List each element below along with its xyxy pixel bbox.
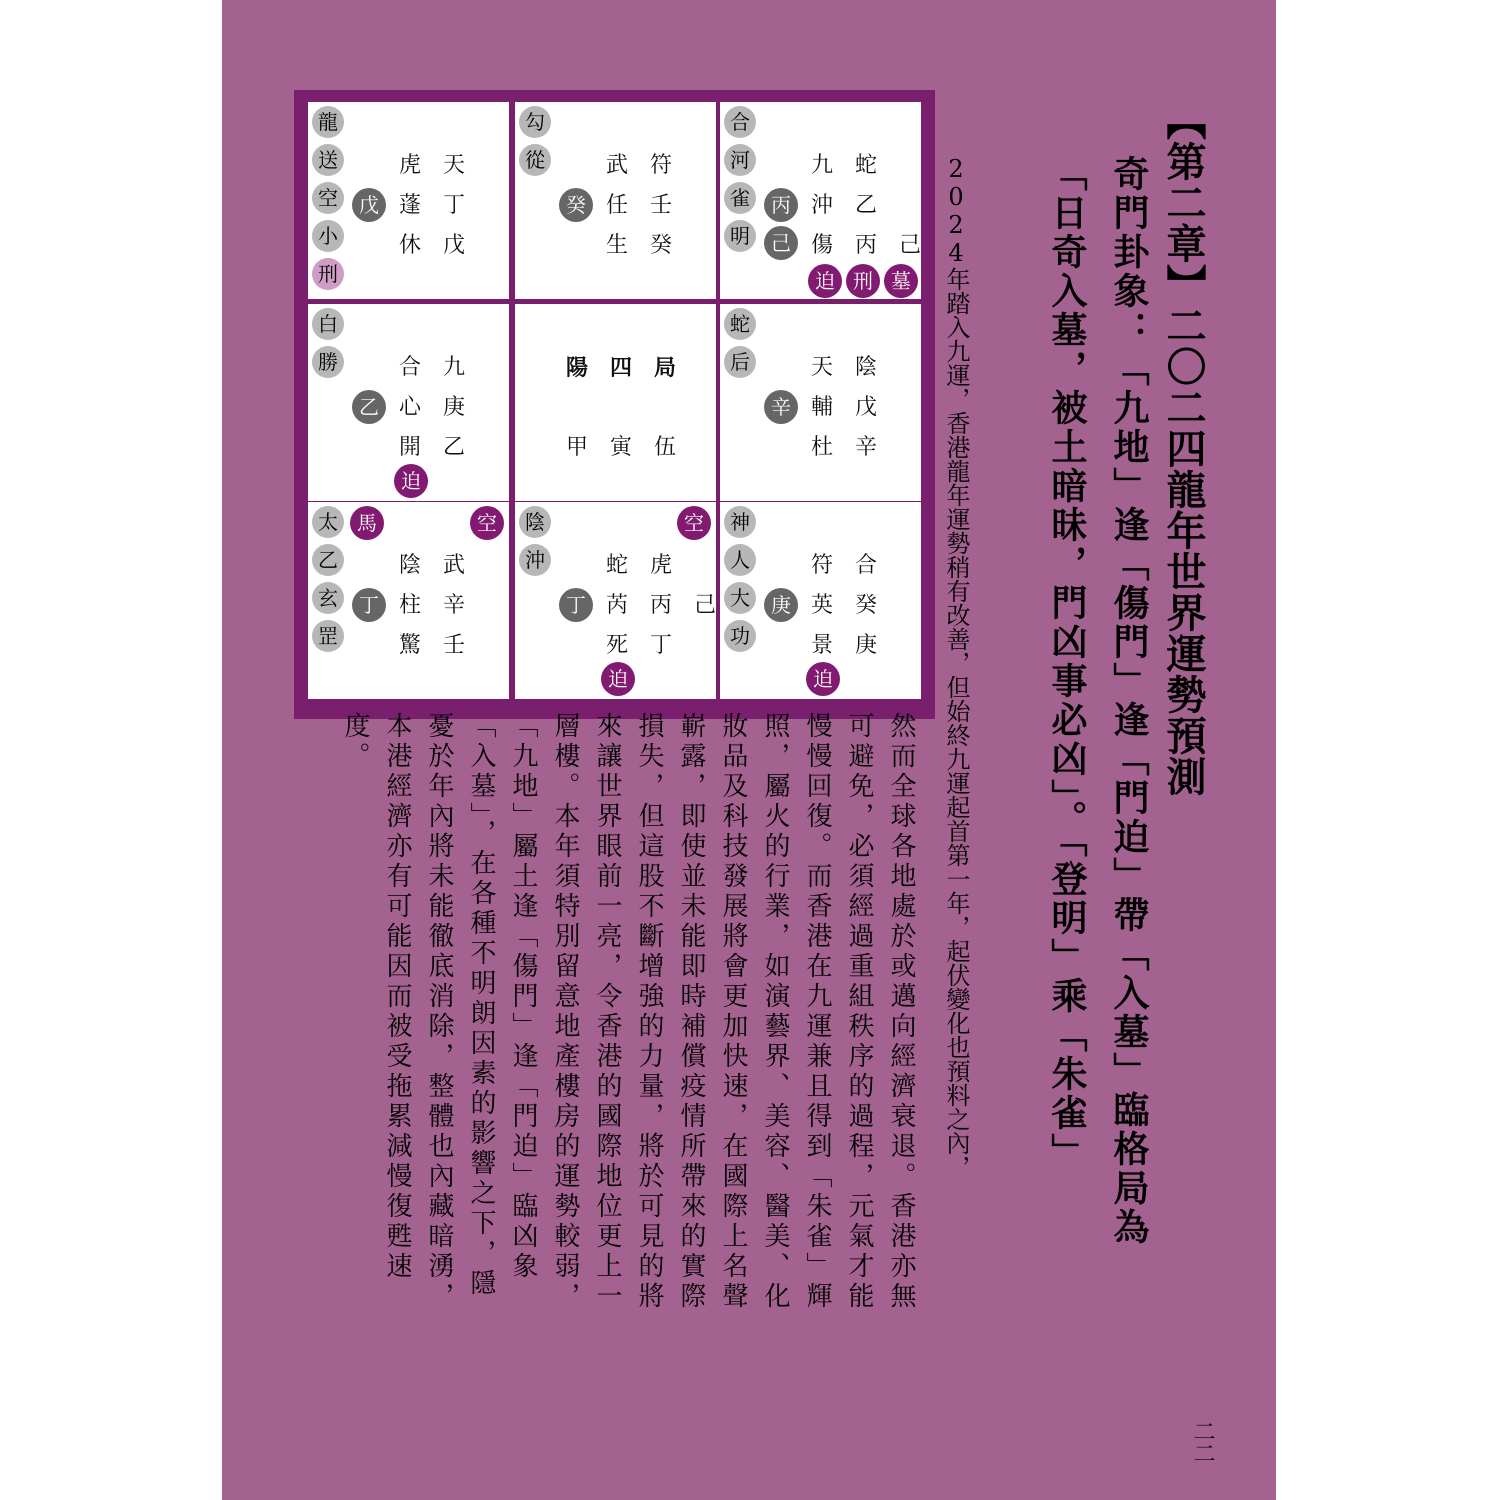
chart-char: 九 xyxy=(442,355,465,380)
status-badge: 迫 xyxy=(806,662,840,696)
chart-char: 符 xyxy=(810,553,833,578)
side-label: 罡 xyxy=(312,620,344,652)
chart-char: 芮 xyxy=(605,593,628,618)
chart-char: 陰 xyxy=(398,553,421,578)
chart-char: 武 xyxy=(442,553,465,578)
side-label: 勝 xyxy=(312,346,344,378)
side-label: 勾 xyxy=(519,106,551,138)
chart-char: 任 xyxy=(605,193,628,218)
intro-line: 2024年踏入九運，香港龍年運勢稍有改善，但始終九運起首第一年，起伏變化也預料之內， xyxy=(942,155,970,1179)
chart-char xyxy=(603,388,639,428)
stem-badge: 戊 xyxy=(352,188,386,222)
side-label: 玄 xyxy=(312,582,344,614)
chart-char: 伍 xyxy=(653,435,676,460)
chart-char: 天 xyxy=(810,355,833,380)
headline: 奇門卦象：「九地」逢「傷門」逢「門迫」帶「入墓」臨格局為「日奇入墓，被土暗昧，門凶事必凶」。「登明」乘「朱雀」 xyxy=(1046,155,1150,1247)
chart-char: 虎 xyxy=(398,153,421,178)
qimen-chart xyxy=(294,90,935,719)
chart-char xyxy=(647,388,683,428)
chart-char: 辛 xyxy=(442,593,465,618)
status-badge: 馬 xyxy=(350,506,384,540)
chart-char: 蓬 xyxy=(398,193,421,218)
chart-char: 休 xyxy=(398,233,421,258)
status-badge: 刑 xyxy=(846,264,880,298)
cell-side-labels xyxy=(724,506,756,652)
chart-char: 丙 xyxy=(854,233,877,258)
chart-char: 九 xyxy=(810,153,833,178)
chart-char xyxy=(559,388,595,428)
side-label: 從 xyxy=(519,144,551,176)
chart-char: 甲 xyxy=(565,435,588,460)
chart-char: 天 xyxy=(442,153,465,178)
chart-char: 陽 xyxy=(565,355,588,381)
page-number: 二二 xyxy=(1190,1420,1215,1464)
status-badge: 墓 xyxy=(884,264,918,298)
cell-side-labels xyxy=(312,506,344,652)
cell-side-labels xyxy=(519,106,551,176)
chart-char: 己 xyxy=(693,593,716,618)
chart-cell-center xyxy=(515,304,716,501)
body-text: 然而全球各地處於或邁向經濟衰退。香港亦無可避免，必須經過重組秩序的過程，元氣才能慢慢回復。而香港在九運兼且得到「朱雀」輝照，屬火的行業，如演藝界、美容、醫美、化妝品及科技發展將會更加快速，在國際上名聲嶄露，即使並未能即時補償疫情所帶來的實際損失，但這股不斷增強的力量，將於可見的將來讓世界眼前一亮，令香港的國際地位更上一層樓。本年須特別留意地產樓房的運勢較弱，「九地」屬土逢「傷門」逢「門迫」臨凶象「入墓」，在各種不明朗因素的影響之下，隱憂於年內將未能徹底消除，整體也內藏暗湧，本港經濟亦有可能因而被受拖累減慢復甦速度。 xyxy=(340,712,916,1312)
side-label: 白 xyxy=(312,308,344,340)
side-label: 空 xyxy=(312,182,344,214)
chart-char: 局 xyxy=(653,355,676,381)
chart-char: 庚 xyxy=(442,395,465,420)
side-label: 刑 xyxy=(312,258,344,290)
side-label: 大 xyxy=(724,582,756,614)
chart-char: 死 xyxy=(605,633,628,658)
chart-char: 傷 xyxy=(810,233,833,258)
chart-cell-li xyxy=(515,102,716,299)
chart-char: 沖 xyxy=(810,193,833,218)
chart-char: 丁 xyxy=(649,633,672,658)
cell-side-labels xyxy=(312,308,344,378)
side-label: 功 xyxy=(724,620,756,652)
chart-cell-zhen xyxy=(308,304,509,501)
side-label: 送 xyxy=(312,144,344,176)
chart-char: 合 xyxy=(398,355,421,380)
side-label: 合 xyxy=(724,106,756,138)
side-label: 乙 xyxy=(312,544,344,576)
status-badge: 迫 xyxy=(601,662,635,696)
chart-char: 乙 xyxy=(854,193,877,218)
chart-char: 丙 xyxy=(649,593,672,618)
chart-char: 庚 xyxy=(854,633,877,658)
side-label: 龍 xyxy=(312,106,344,138)
chart-cell-kan xyxy=(515,502,716,699)
side-label: 蛇 xyxy=(724,308,756,340)
chart-char: 丁 xyxy=(442,193,465,218)
chart-char: 柱 xyxy=(398,593,421,618)
chart-char: 辛 xyxy=(854,435,877,460)
cell-side-labels xyxy=(724,106,756,252)
side-label: 河 xyxy=(724,144,756,176)
side-label: 后 xyxy=(724,346,756,378)
stem-badge: 辛 xyxy=(764,390,798,424)
status-badge: 空 xyxy=(470,506,504,540)
page xyxy=(222,0,1276,1500)
chart-cell-xun xyxy=(308,102,509,299)
cell-side-labels xyxy=(312,106,344,290)
chapter-title: 【第二章】二〇二四龍年世界運勢預測 xyxy=(1160,100,1207,797)
side-label: 小 xyxy=(312,220,344,252)
side-label: 人 xyxy=(724,544,756,576)
chart-char: 合 xyxy=(854,553,877,578)
chart-char: 輔 xyxy=(810,395,833,420)
chart-char: 己 xyxy=(898,233,921,258)
cell-side-labels xyxy=(724,308,756,378)
side-label: 太 xyxy=(312,506,344,538)
side-label: 神 xyxy=(724,506,756,538)
chart-char: 陰 xyxy=(854,355,877,380)
stem-badge: 丁 xyxy=(559,588,593,622)
cell-side-labels xyxy=(519,506,551,576)
chart-char: 戊 xyxy=(854,395,877,420)
chart-char: 蛇 xyxy=(854,153,877,178)
stem-badge: 己 xyxy=(764,226,798,260)
chart-char: 心 xyxy=(398,395,421,420)
chart-char: 四 xyxy=(609,355,632,381)
chart-char: 符 xyxy=(649,153,672,178)
chart-cell-qian xyxy=(720,502,921,699)
stem-badge: 癸 xyxy=(559,188,593,222)
chart-char: 蛇 xyxy=(605,553,628,578)
side-label: 雀 xyxy=(724,182,756,214)
stem-badge: 丁 xyxy=(352,588,386,622)
chart-char: 壬 xyxy=(442,633,465,658)
status-badge: 迫 xyxy=(808,264,842,298)
chart-char: 乙 xyxy=(442,435,465,460)
chart-cell-dui xyxy=(720,304,921,501)
chart-char: 武 xyxy=(605,153,628,178)
chart-char: 壬 xyxy=(649,193,672,218)
side-label: 明 xyxy=(724,220,756,252)
chart-char: 戊 xyxy=(442,233,465,258)
status-badge: 迫 xyxy=(394,464,428,498)
status-badge: 空 xyxy=(677,506,711,540)
chart-char: 景 xyxy=(810,633,833,658)
chart-char: 癸 xyxy=(649,233,672,258)
chart-cell-gen xyxy=(308,502,509,699)
chart-char: 寅 xyxy=(609,435,632,460)
chart-char: 驚 xyxy=(398,633,421,658)
chart-char: 開 xyxy=(398,435,421,460)
stem-badge: 丙 xyxy=(764,188,798,222)
stem-badge: 乙 xyxy=(352,390,386,424)
chart-char: 虎 xyxy=(649,553,672,578)
chart-char: 杜 xyxy=(810,435,833,460)
chart-char: 英 xyxy=(810,593,833,618)
side-label: 陰 xyxy=(519,506,551,538)
chart-cell-kun xyxy=(720,102,921,299)
chart-char: 生 xyxy=(605,233,628,258)
stem-badge: 庚 xyxy=(764,588,798,622)
side-label: 沖 xyxy=(519,544,551,576)
chart-char: 癸 xyxy=(854,593,877,618)
